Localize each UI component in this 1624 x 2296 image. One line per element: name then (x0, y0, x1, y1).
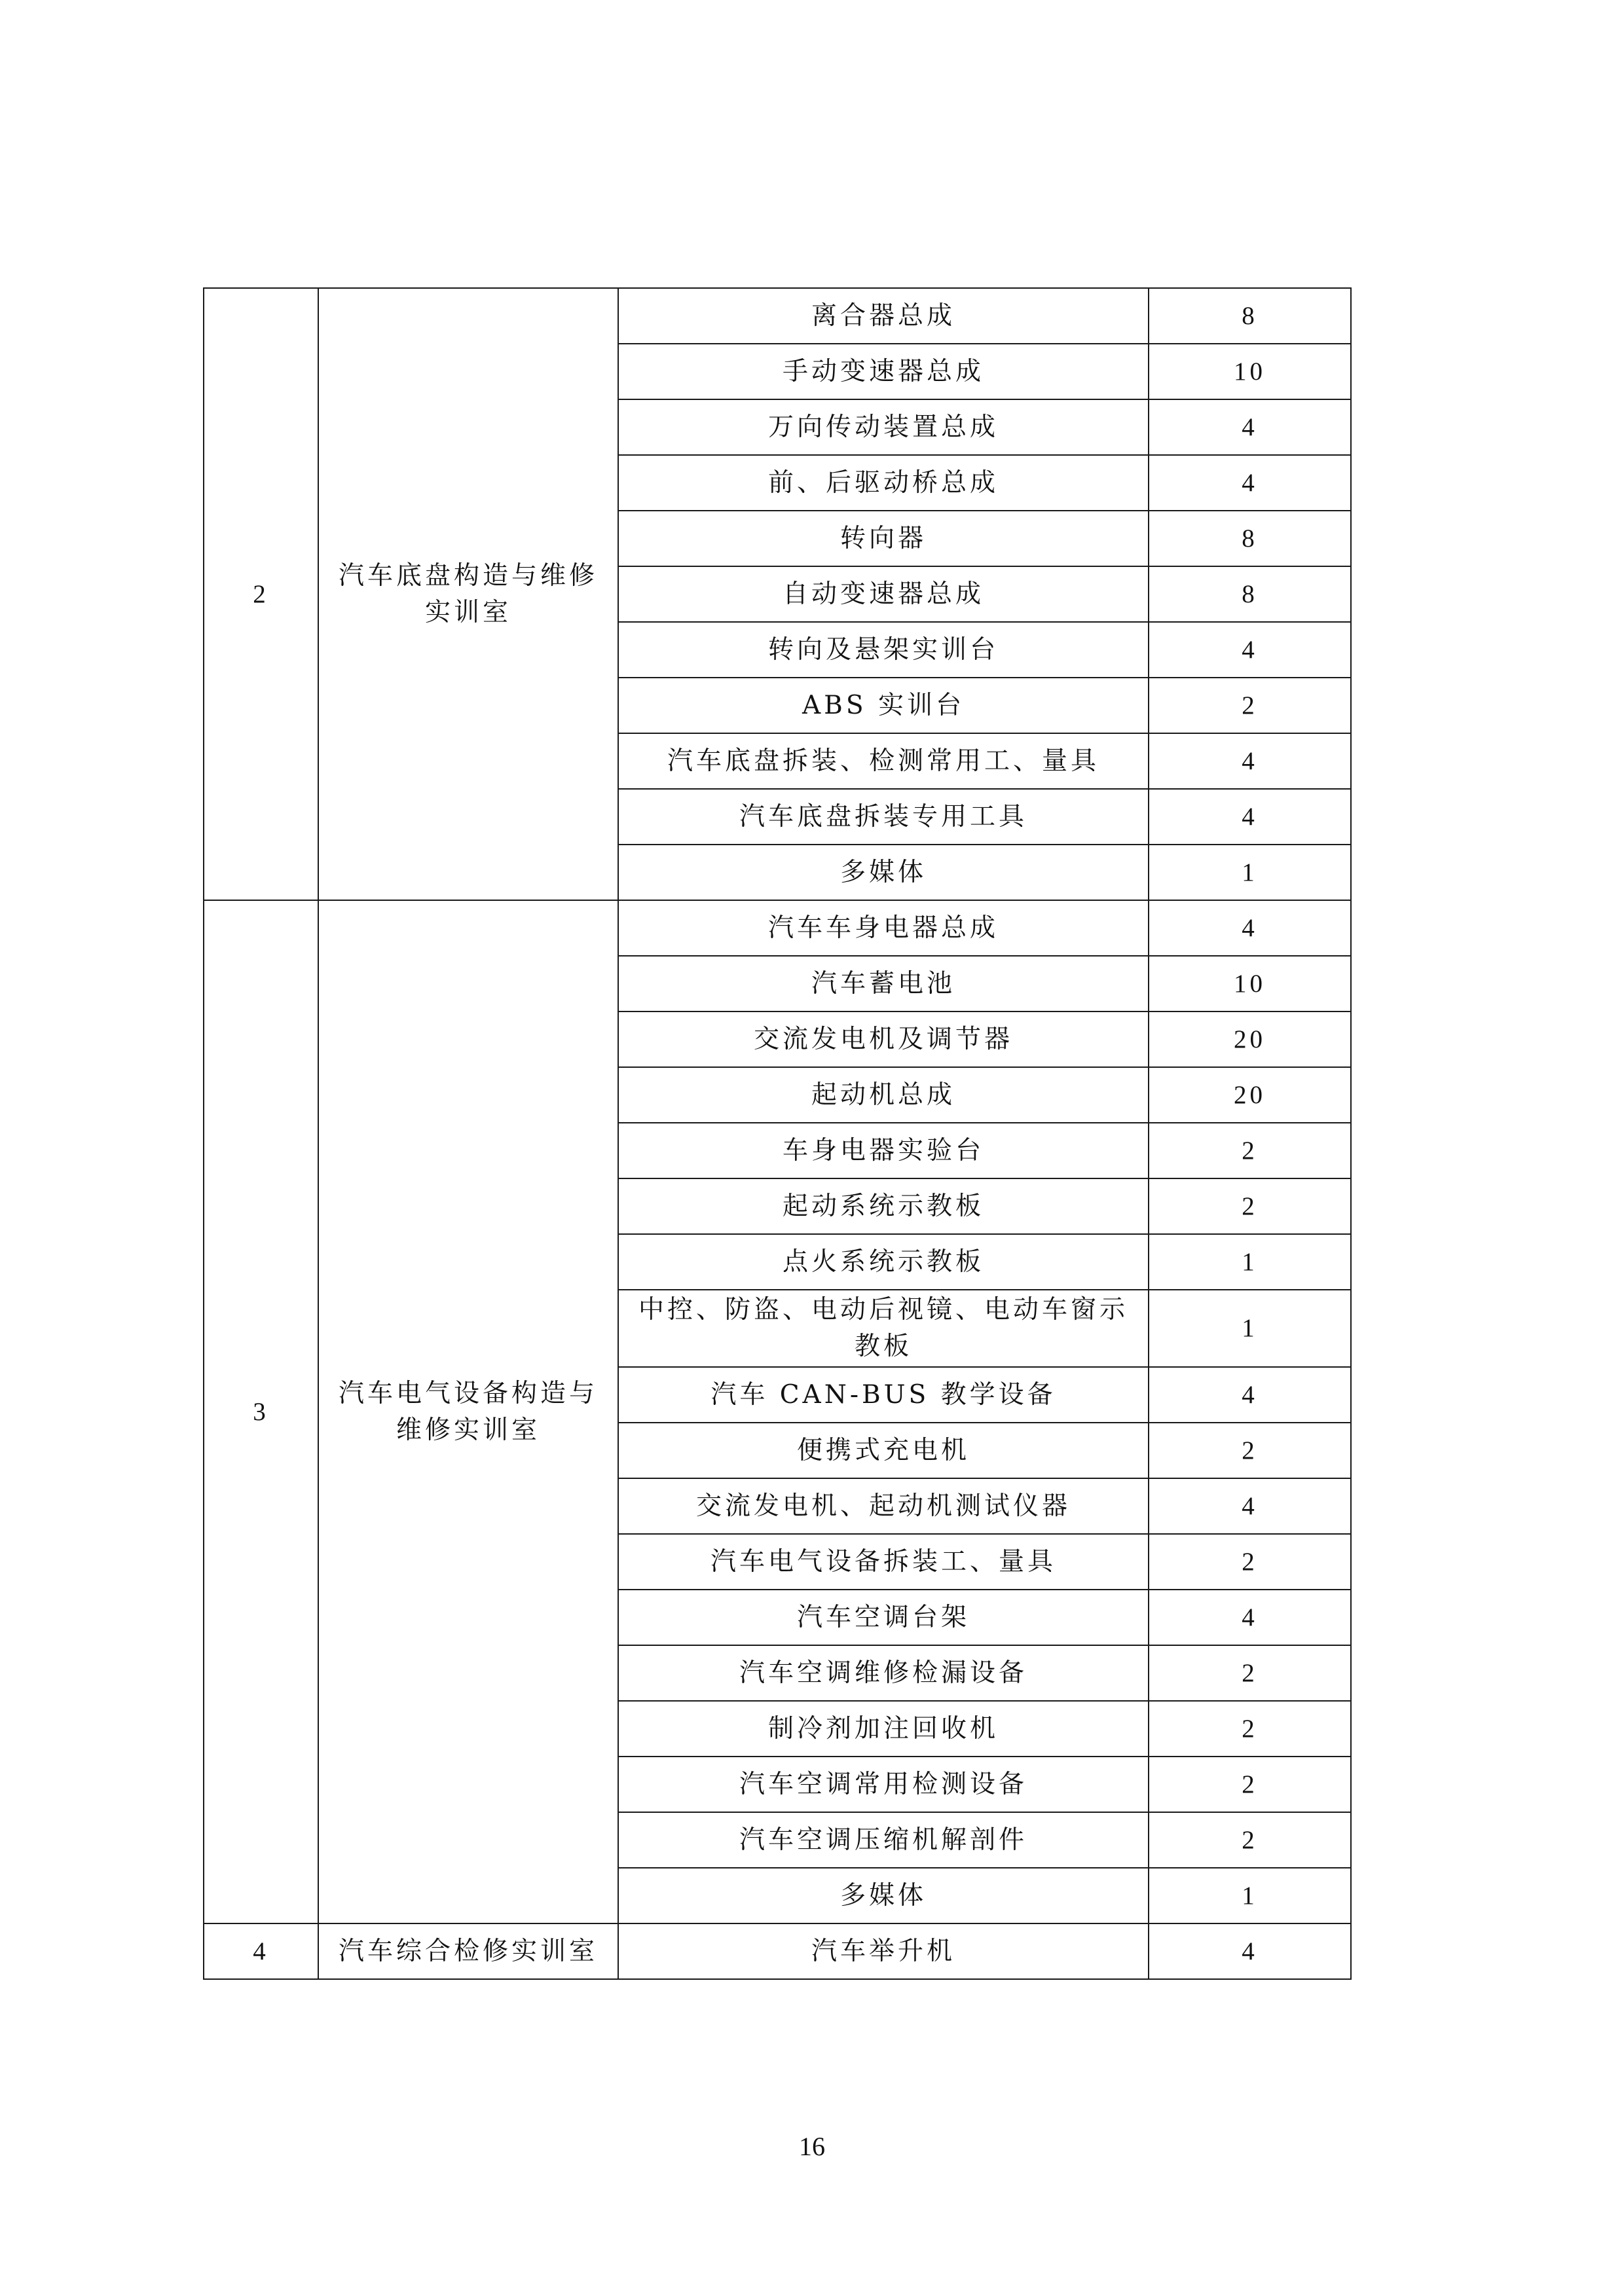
room-name-cell: 汽车底盘构造与维修实训室 (318, 288, 618, 900)
equipment-name-cell: 转向器 (618, 511, 1149, 566)
quantity-cell: 4 (1149, 455, 1351, 511)
quantity-cell: 20 (1149, 1067, 1351, 1123)
equipment-name-cell: 汽车蓄电池 (618, 956, 1149, 1011)
equipment-name-cell: 汽车空调常用检测设备 (618, 1757, 1149, 1812)
equipment-name-cell: 中控、防盗、电动后视镜、电动车窗示教板 (618, 1290, 1149, 1367)
quantity-cell: 2 (1149, 1701, 1351, 1757)
quantity-cell: 4 (1149, 1478, 1351, 1534)
equipment-name-cell: 汽车电气设备拆装工、量具 (618, 1534, 1149, 1590)
equipment-name-cell: 汽车空调台架 (618, 1590, 1149, 1645)
equipment-name-cell: 汽车空调维修检漏设备 (618, 1645, 1149, 1701)
quantity-cell: 2 (1149, 1123, 1351, 1178)
equipment-name-cell: 起动机总成 (618, 1067, 1149, 1123)
group-number-cell: 3 (204, 900, 318, 1923)
quantity-cell: 2 (1149, 1812, 1351, 1868)
quantity-cell: 8 (1149, 566, 1351, 622)
table-row (204, 288, 1351, 344)
quantity-cell: 4 (1149, 1590, 1351, 1645)
equipment-name-cell: 前、后驱动桥总成 (618, 455, 1149, 511)
equipment-name-cell: 万向传动装置总成 (618, 399, 1149, 455)
quantity-cell: 10 (1149, 344, 1351, 399)
room-name-cell: 汽车综合检修实训室 (318, 1923, 618, 1979)
equipment-name-cell: 车身电器实验台 (618, 1123, 1149, 1178)
equipment-name-cell: 汽车 CAN-BUS 教学设备 (618, 1367, 1149, 1423)
equipment-name-cell: 制冷剂加注回收机 (618, 1701, 1149, 1757)
quantity-cell: 4 (1149, 1923, 1351, 1979)
quantity-cell: 2 (1149, 1645, 1351, 1701)
quantity-cell: 4 (1149, 1367, 1351, 1423)
table-row (204, 900, 1351, 956)
equipment-name-cell: 离合器总成 (618, 288, 1149, 344)
group-number-cell: 2 (204, 288, 318, 900)
quantity-cell: 4 (1149, 622, 1351, 678)
quantity-cell: 1 (1149, 1290, 1351, 1367)
equipment-name-cell: 转向及悬架实训台 (618, 622, 1149, 678)
quantity-cell: 2 (1149, 1423, 1351, 1478)
equipment-name-cell: 汽车举升机 (618, 1923, 1149, 1979)
quantity-cell: 2 (1149, 1178, 1351, 1234)
equipment-name-cell: 手动变速器总成 (618, 344, 1149, 399)
quantity-cell: 20 (1149, 1011, 1351, 1067)
equipment-table (203, 287, 1352, 1980)
quantity-cell: 2 (1149, 678, 1351, 733)
equipment-name-cell: ABS 实训台 (618, 678, 1149, 733)
equipment-name-cell: 自动变速器总成 (618, 566, 1149, 622)
equipment-name-cell: 起动系统示教板 (618, 1178, 1149, 1234)
quantity-cell: 4 (1149, 399, 1351, 455)
quantity-cell: 4 (1149, 789, 1351, 845)
equipment-name-cell: 汽车底盘拆装、检测常用工、量具 (618, 733, 1149, 789)
quantity-cell: 1 (1149, 845, 1351, 900)
equipment-name-cell: 便携式充电机 (618, 1423, 1149, 1478)
quantity-cell: 8 (1149, 511, 1351, 566)
equipment-name-cell: 汽车底盘拆装专用工具 (618, 789, 1149, 845)
quantity-cell: 1 (1149, 1234, 1351, 1290)
equipment-name-cell: 交流发电机及调节器 (618, 1011, 1149, 1067)
quantity-cell: 4 (1149, 900, 1351, 956)
equipment-name-cell: 汽车车身电器总成 (618, 900, 1149, 956)
room-name-cell: 汽车电气设备构造与维修实训室 (318, 900, 618, 1923)
equipment-name-cell: 多媒体 (618, 1868, 1149, 1923)
equipment-name-cell: 交流发电机、起动机测试仪器 (618, 1478, 1149, 1534)
quantity-cell: 8 (1149, 288, 1351, 344)
quantity-cell: 4 (1149, 733, 1351, 789)
page-number: 16 (799, 2132, 825, 2161)
equipment-table-body (204, 288, 1351, 1979)
equipment-name-cell: 多媒体 (618, 845, 1149, 900)
quantity-cell: 2 (1149, 1757, 1351, 1812)
table-row (204, 1923, 1351, 1979)
equipment-name-cell: 点火系统示教板 (618, 1234, 1149, 1290)
quantity-cell: 1 (1149, 1868, 1351, 1923)
group-number-cell: 4 (204, 1923, 318, 1979)
quantity-cell: 2 (1149, 1534, 1351, 1590)
equipment-name-cell: 汽车空调压缩机解剖件 (618, 1812, 1149, 1868)
quantity-cell: 10 (1149, 956, 1351, 1011)
